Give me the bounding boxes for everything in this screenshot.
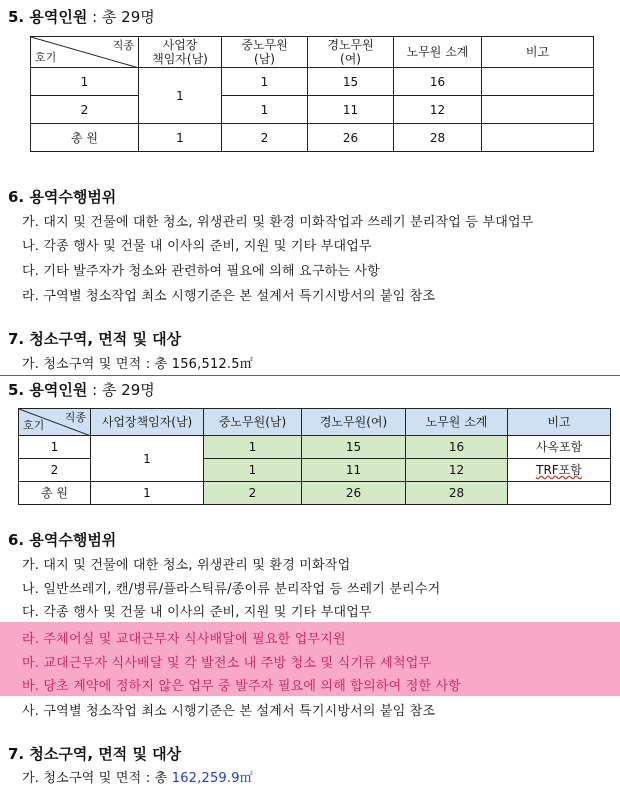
new-row2-heavy: 1 [204,459,302,482]
new-row2-light: 11 [302,459,406,482]
old-area-label: 가. 청소구역 및 면적 : 총 [22,357,172,372]
old-total-light: 26 [308,124,394,152]
old-sec5-total: 총 29명 [101,8,155,26]
new-mgr-merged: 1 [91,436,204,482]
old-row1-subtotal: 16 [394,68,482,96]
new-header-light: 경노무원(여) [302,409,406,436]
old-sec5-sep: : [87,8,102,26]
new-sec6-item-5: 마. 교대근무자 식사배달 및 각 발전소 내 주방 청소 및 식기류 세척업무 [22,656,432,671]
table-row [19,436,611,459]
old-sec7-area [22,353,253,372]
new-sec5-sep: : [87,381,102,399]
old-sec6-item-3: 다. 기타 발주자가 청소와 관련하여 필요에 의해 요구하는 사항 [22,264,380,279]
new-sec6-item-4: 라. 주체어실 및 교대근무자 식사배달에 필요한 업무지원 [22,632,346,647]
table-row [19,482,611,505]
new-row1-subtotal: 16 [406,436,508,459]
old-corner-cell [31,37,139,68]
new-sec6-item-2: 나. 일반쓰레기, 캔/병류/플라스틱류/종이류 분리작업 등 쓰레기 분리수거 [22,582,441,597]
new-corner-bottom: 호기 [23,419,45,432]
old-row1-note [482,68,594,96]
old-total-subtotal: 28 [394,124,482,152]
new-sec5-total: 총 29명 [101,381,155,399]
new-total-light: 26 [302,482,406,505]
old-total-heavy: 2 [222,124,308,152]
old-sec5-heading [8,6,155,27]
new-corner-top: 직종 [64,411,86,424]
new-total-note [508,482,611,505]
old-mgr-merged: 1 [139,68,222,124]
old-sec6-item-4: 라. 구역별 청소작업 최소 시행기준은 본 설계서 특기시방서의 붙임 참조 [22,289,436,304]
new-sec6-title: 6. 용역수행범위 [8,531,117,549]
old-row2-label: 2 [31,96,139,124]
old-header-subtotal: 노무원 소계 [394,37,482,68]
old-sec6-item-1: 가. 대지 및 건물에 대한 청소, 위생관리 및 환경 미화작업과 쓰레기 분리작업 등 부대업무 [22,215,534,230]
old-header-heavy: 중노무원 (남) [222,37,308,68]
new-area-value: 162,259.9㎡ [171,771,253,786]
new-sec5-title: 5. 용역인원 [8,381,88,399]
new-row1-light: 15 [302,436,406,459]
old-row1-label: 1 [31,68,139,96]
old-sec7-title: 7. 청소구역, 면적 및 대상 [8,330,182,348]
old-total-note [482,124,594,152]
new-header-subtotal: 노무원 소계 [406,409,508,436]
old-total-label: 총 원 [31,124,139,152]
old-row1-light: 15 [308,68,394,96]
new-sec6-item-6: 바. 당초 계약에 정하지 않은 업무 중 발주자 필요에 의해 합의하여 정한 사항 [22,679,462,694]
old-row1-heavy: 1 [222,68,308,96]
old-corner-bottom: 호기 [35,51,57,64]
new-area-label: 가. 청소구역 및 면적 : 총 [22,771,172,786]
new-row2-note-text: TRF포함 [536,463,582,477]
old-sec6-item-2: 나. 각종 행사 및 건물 내 이사의 준비, 지원 및 기타 부대업무 [22,239,372,254]
new-row1-note: 사옥포함 [508,436,611,459]
new-header-mgr: 사업장책임자(남) [91,409,204,436]
old-header-mgr: 사업장 책임자(남) [139,37,222,68]
new-total-label: 총 원 [19,482,91,505]
table-row [31,124,594,152]
new-corner-cell [19,409,91,436]
old-header-light: 경노무원 (여) [308,37,394,68]
new-total-mgr: 1 [91,482,204,505]
old-area-value: 156,512.5㎡ [171,357,253,372]
new-sec6-item-1: 가. 대지 및 건물에 대한 청소, 위생관리 및 환경 미화작업 [22,558,351,573]
new-sec6-item-3: 다. 각종 행사 및 건물 내 이사의 준비, 지원 및 기타 부대업무 [22,605,372,620]
old-corner-top: 직종 [112,39,134,52]
new-sec7-title: 7. 청소구역, 면적 및 대상 [8,745,182,763]
old-row2-light: 11 [308,96,394,124]
new-row1-label: 1 [19,436,91,459]
new-row2-label: 2 [19,459,91,482]
new-row2-note [508,459,611,482]
old-table-header-row [31,37,594,68]
old-sec6-title: 6. 용역수행범위 [8,188,117,206]
new-total-heavy: 2 [204,482,302,505]
old-sec5-title: 5. 용역인원 [8,8,88,26]
version-divider [0,375,620,376]
new-row1-heavy: 1 [204,436,302,459]
old-row2-heavy: 1 [222,96,308,124]
new-header-heavy: 중노무원(남) [204,409,302,436]
new-sec7-area [22,767,253,786]
new-sec5-heading [8,379,155,400]
table-row [31,96,594,124]
old-row2-subtotal: 12 [394,96,482,124]
old-total-mgr: 1 [139,124,222,152]
old-header-note: 비고 [482,37,594,68]
old-row2-note [482,96,594,124]
new-staff-table [18,408,611,505]
table-row [31,68,594,96]
new-header-note: 비고 [508,409,611,436]
new-row2-subtotal: 12 [406,459,508,482]
old-staff-table [30,36,594,152]
new-table-header-row [19,409,611,436]
new-total-subtotal: 28 [406,482,508,505]
new-sec6-item-7: 사. 구역별 청소작업 최소 시행기준은 본 설계서 특기시방서의 붙임 참조 [22,704,436,719]
